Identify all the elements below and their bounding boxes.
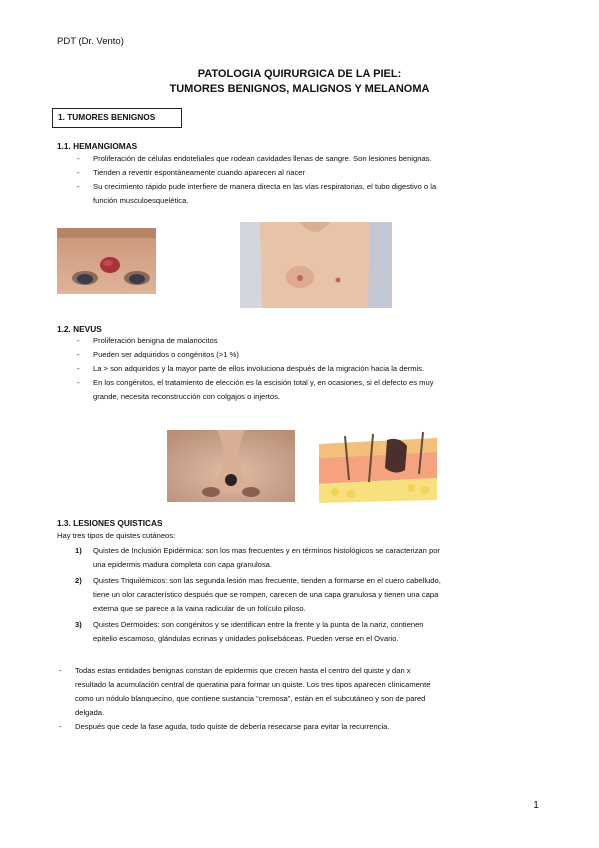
- list-item: - Proliferación benigna de malanocitos: [77, 336, 218, 345]
- document-header: PDT (Dr. Vento): [57, 36, 124, 47]
- document-title-line2: TUMORES BENIGNOS, MALIGNOS Y MELANOMA: [169, 83, 430, 95]
- note-item: - Después que cede la fase aguda, todo quiste de debería resecarse para evitar la recurrencia.: [59, 722, 390, 731]
- skin-layers-illustration: [315, 430, 441, 503]
- numbered-item: 2) Quistes Triquilémicos: son las segunda lesión mas frecuente, tienden a formarse en el cuero cabelludo, tiene un olor característico después que se rompen, carecen de una capa granulosa y tienen una capa externa que se parece a la vaina radicular de un folículo piloso.: [75, 576, 441, 613]
- numbered-item: 1) Quistes de Inclusión Epidérmica: son los mas frecuentes y en términos histológicos se caracterizan por una epidermis madura completa con capa granulosa.: [75, 546, 440, 569]
- hemangioma-chest-photo: [240, 222, 392, 308]
- nevus-nose-photo: [167, 430, 295, 502]
- hemangioma-forehead-photo: [57, 228, 156, 294]
- document-title-line1: PATOLOGIA QUIRURGICA DE LA PIEL:: [197, 68, 402, 80]
- quisticas-numbered-list: [75, 544, 553, 646]
- section-heading: 1. TUMORES BENIGNOS: [58, 112, 156, 122]
- subsection-heading-nevus: 1.2. NEVUS: [57, 324, 102, 334]
- list-item: - La > son adquiridos y la mayor parte de ellos involuciona después de la migración hacia la dermis.: [77, 364, 425, 373]
- numbered-item: 3) Quistes Dermoides: son congénitos y se identifican entre la frente y la punta de la nariz, contienen epitelio escamoso, glándulas ecrinas y unidades polisebáceas. Pueden verse en el Ovario.: [75, 620, 424, 643]
- nevus-nose-image: [167, 430, 295, 502]
- hemangioma-chest-image: [240, 222, 392, 308]
- list-item: - Tienden a revertir espontáneamente cuando aparecen al nacer: [77, 168, 306, 177]
- skin-layers-image: [315, 430, 441, 503]
- subsection-heading-hemangiomas: 1.1. HEMANGIOMAS: [57, 141, 138, 151]
- nevus-list: [77, 334, 543, 404]
- hemangiomas-list: [77, 152, 543, 208]
- quisticas-notes: [59, 664, 545, 734]
- list-item: - En los congénitos, el tratamiento de elección es la escisión total y, en ocasiones, si el defecto es muy: [77, 378, 434, 387]
- page-number: 1: [533, 799, 539, 811]
- list-item: - Su crecimiento rápido pude interfiere de manera directa en las vías respiratorias, el tubo digestivo o la: [77, 182, 437, 191]
- hemangioma-forehead-image: [57, 228, 156, 294]
- list-item: - Pueden ser adquiridos o congénitos (>1 %): [77, 350, 239, 359]
- list-item: - Proliferación de células endoteliales que rodean cavidades llenas de sangre. Son lesiones benignas.: [77, 154, 432, 163]
- subsection-heading-lesiones-quisticas: 1.3. LESIONES QUISTICAS: [57, 518, 163, 528]
- section-heading-box: [52, 108, 182, 128]
- list-item-continuation: grande, necesita reconstrucción con colgajos o injertos.: [93, 392, 280, 401]
- list-item-continuation: función musculoesquelética.: [93, 196, 189, 205]
- note-item: - Todas estas entidades benignas constan de epidermis que crecen hasta el centro del quiste y dan x resultado la acumulación central de queratina para formar un quiste. Los tres tipos aparecen clínicamente como un nódulo blanquecino, que contiene sustancia “cremosa”, están en el subcutáneo y son de pared delgada.: [59, 666, 431, 717]
- quisticas-intro: Hay tres tipos de quistes cutáneos:: [57, 531, 176, 540]
